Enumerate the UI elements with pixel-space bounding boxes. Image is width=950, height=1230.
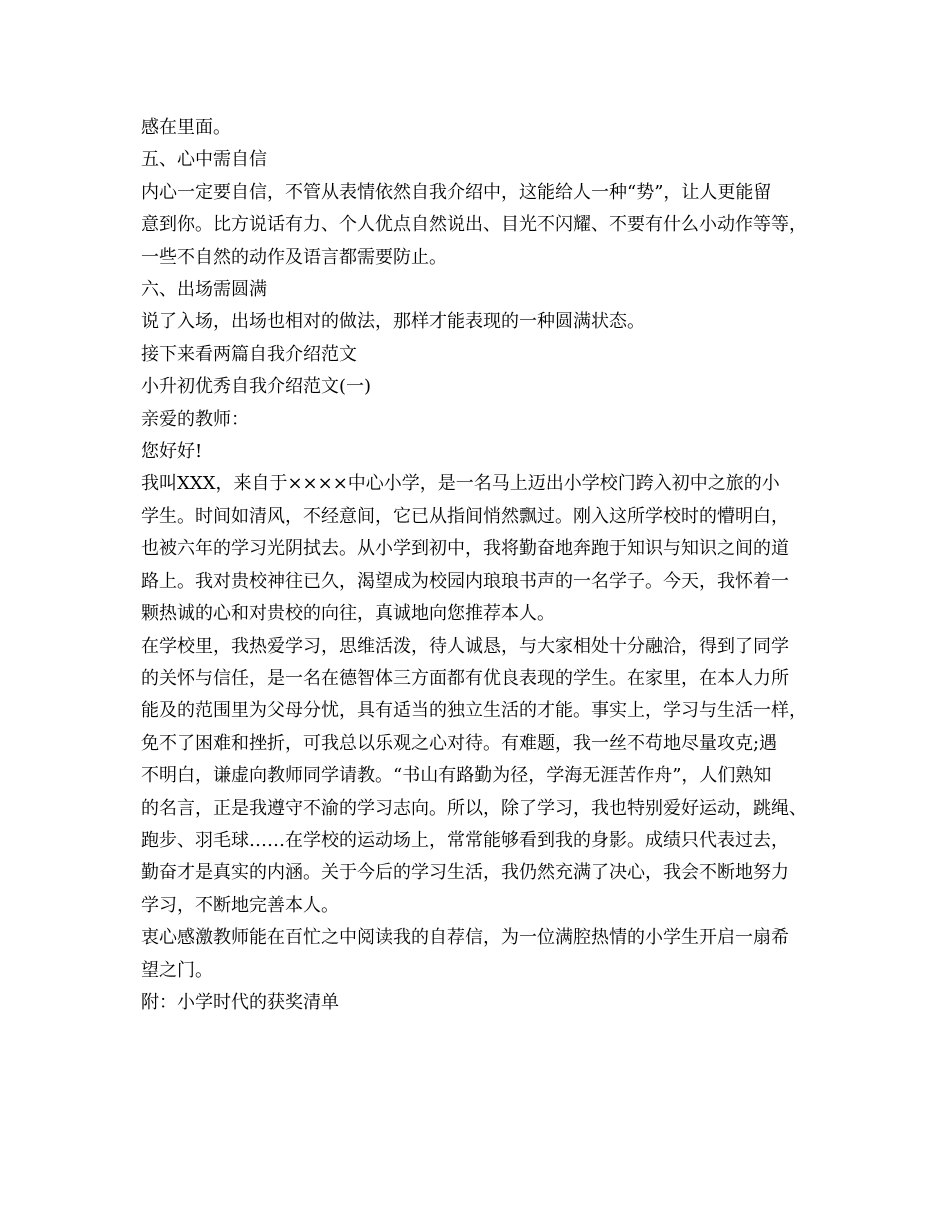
letter-paragraph-1: 我叫XXX，来自于××××中心小学，是一名马上迈出小学校门跨入初中之旅的小 学生。时间如清风，不经意间，它已从指间悄然飘过。刚入这所学校时的懵明白， 也被六年的学习光阴拭去。从小学到初中，我将勤奋地奔跑于知识与知识之间的道 路上。我对贵校神往已久，渴望成为校园内琅琅书声的一名学子。今天，我怀着一 颗热诚的心和对贵校的向往，真诚地向您推荐本人。 — [141, 473, 789, 625]
paragraph-exit: 说了入场，出场也相对的做法，那样才能表现的一种圆满状态。 — [141, 311, 645, 333]
paragraph-fragment: 感在里面。 — [141, 117, 231, 138]
letter-greeting: 您好好! — [141, 441, 203, 463]
letter-appendix: 附：小学时代的获奖清单 — [141, 991, 339, 1013]
sample-title: 小升初优秀自我介绍范文(一) — [141, 376, 372, 398]
letter-salutation: 亲爱的教师： — [141, 408, 249, 430]
section-heading-5: 五、心中需自信 — [141, 149, 267, 171]
letter-paragraph-3: 衷心感激教师能在百忙之中阅读我的自荐信，为一位满腔热情的小学生开启一扇希 望之门。 — [141, 927, 789, 981]
paragraph-confidence: 内心一定要自信，不管从表情依然自我介绍中，这能给人一种“势”，让人更能留 意到你。比方说话有力、个人优点自然说出、目光不闪耀、不要有什么小动作等等， 一些不自然的动作及语言都需要防止。 — [141, 181, 807, 268]
document-body — [141, 112, 831, 1019]
letter-paragraph-2: 在学校里，我热爱学习，思维活泼，待人诚恳，与大家相处十分融洽，得到了同学 的关怀与信任，是一名在德智体三方面都有优良表现的学生。在家里，在本人力所 能及的范围里为父母分忧，具有适当的独立生活的才能。事实上，学习与生活一样， 免不了困难和挫折，可我总以乐观之心对待。有难题，我一丝不苟地尽量攻克;遇 不明白，谦虚向教师同学请教。“书山有路勤为径，学海无涯苦作舟”，人们熟知 的名言，正是我遵守不渝的学习志向。所以，除了学习，我也特别爱好运动，跳绳、 跑步、羽毛球……在学校的运动场上，常常能够看到我的身影。成绩只代表过去， 勤奋才是真实的内涵。关于今后的学习生活，我仍然充满了决心，我会不断地努力 学习，不断地完善本人。 — [141, 635, 807, 916]
section-heading-6: 六、出场需圆满 — [141, 279, 267, 301]
paragraph-intro-samples: 接下来看两篇自我介绍范文 — [141, 343, 357, 365]
